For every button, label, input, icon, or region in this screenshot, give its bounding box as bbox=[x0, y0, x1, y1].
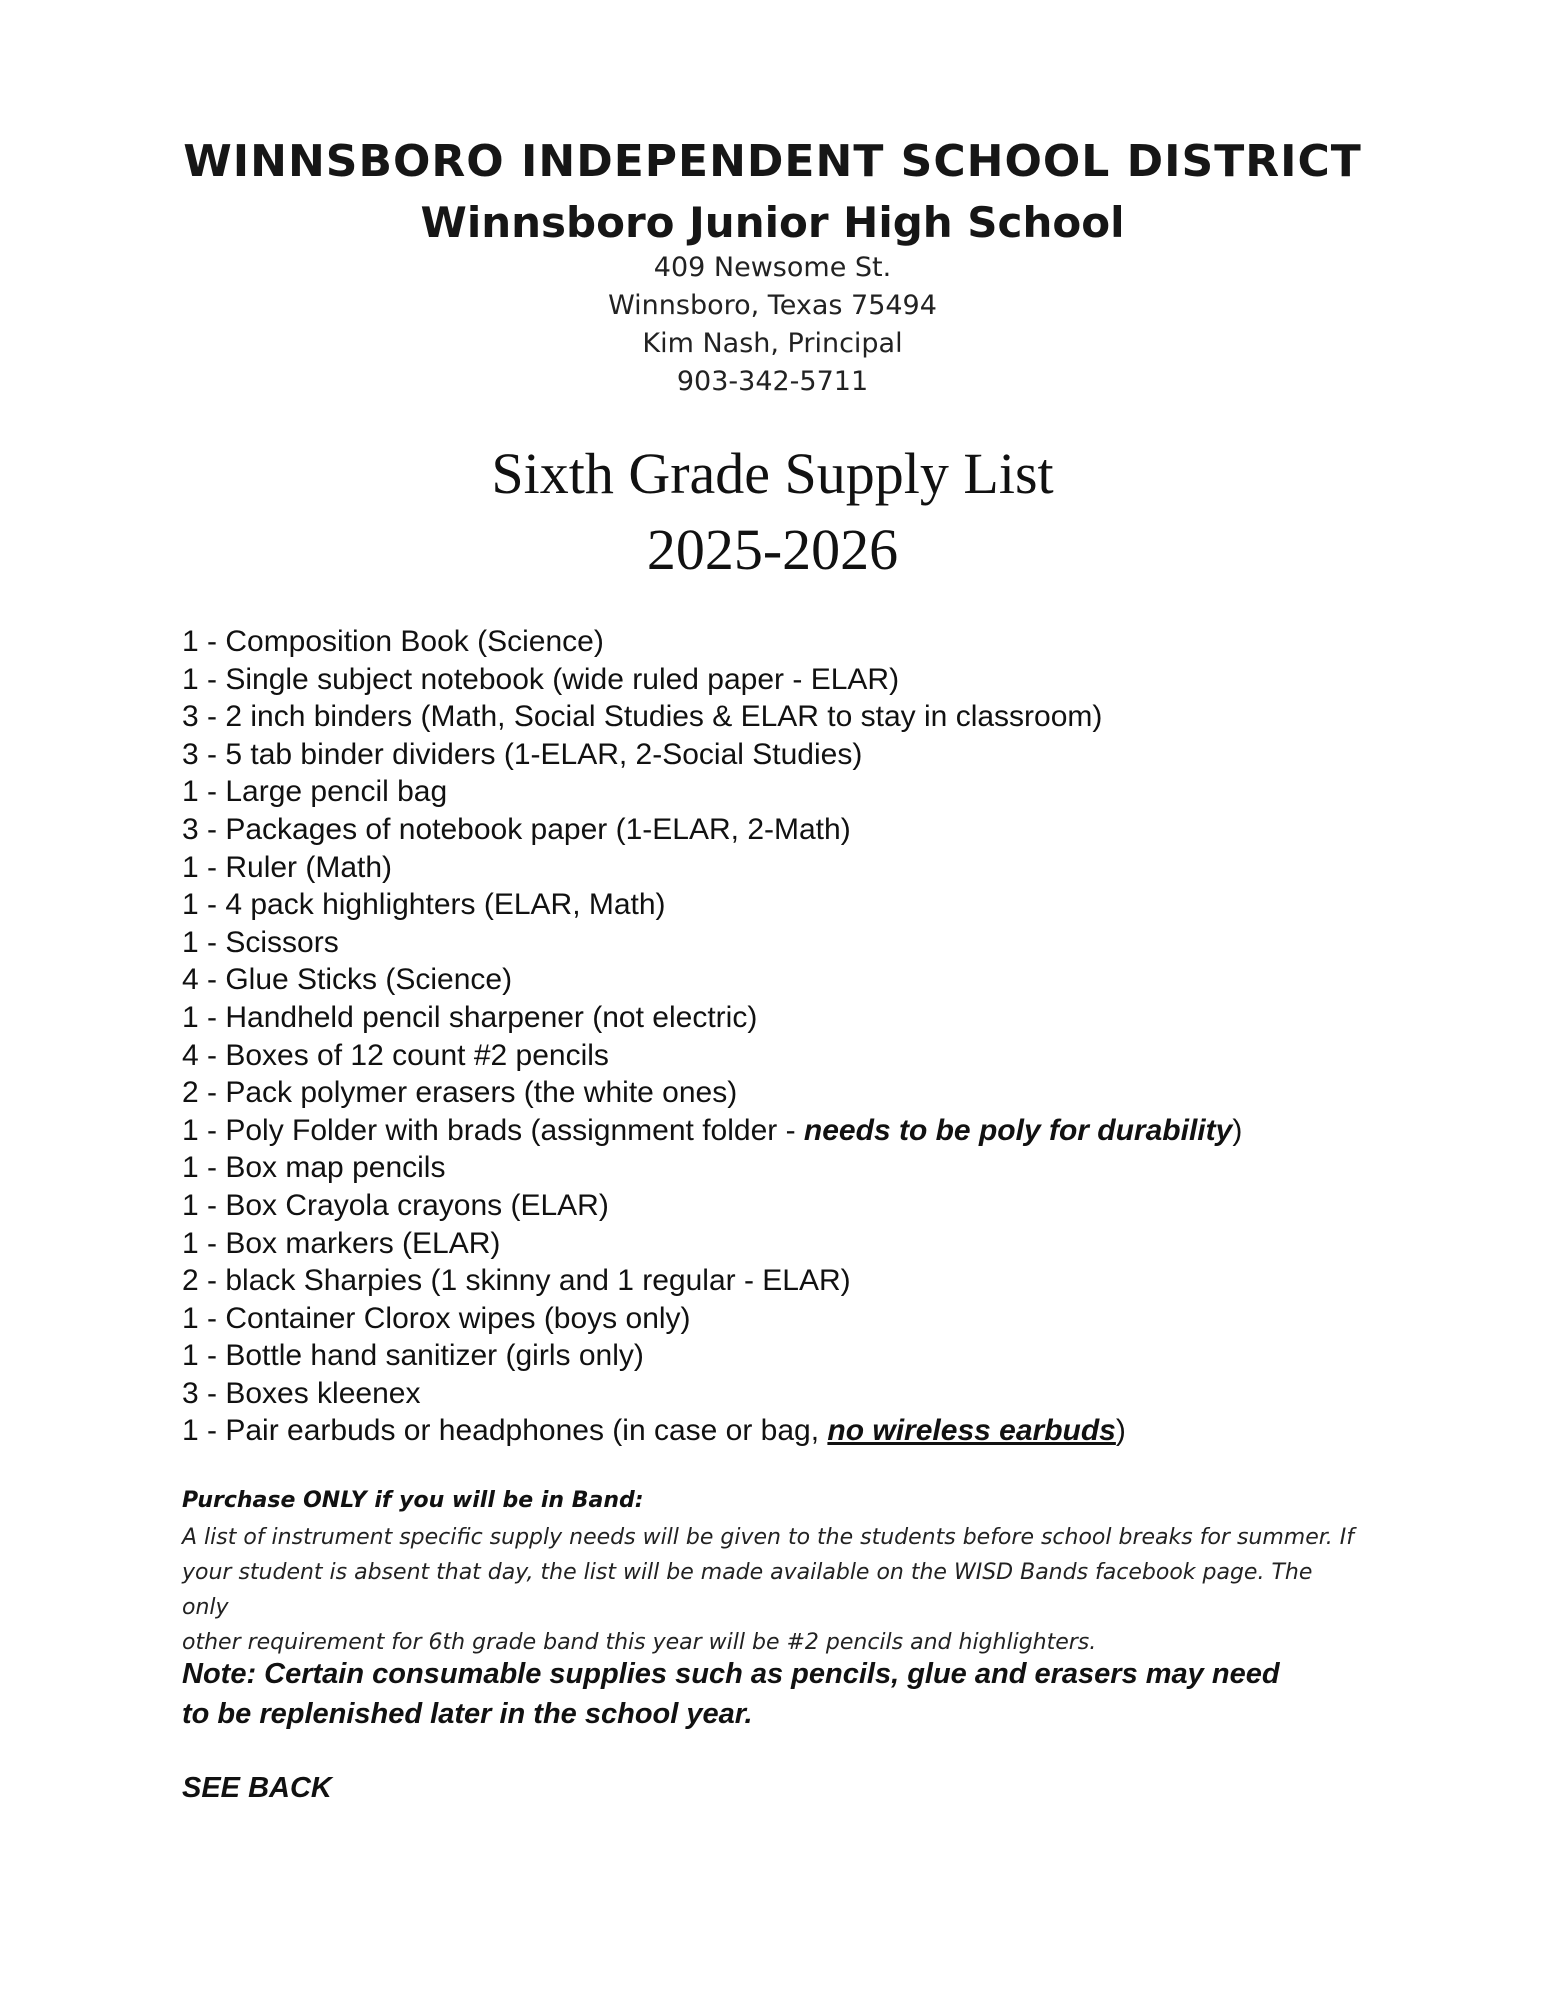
item-text: 1 - Box markers (ELAR) bbox=[182, 1226, 501, 1260]
list-item bbox=[182, 1337, 1242, 1375]
item-text: 3 - Packages of notebook paper (1-ELAR, 2-Math) bbox=[182, 812, 851, 846]
supply-items-list bbox=[182, 623, 1242, 1450]
item-text: 1 - Poly Folder with brads (assignment folder - bbox=[182, 1113, 804, 1147]
list-item bbox=[182, 1187, 1242, 1225]
item-text: 1 - Container Clorox wipes (boys only) bbox=[182, 1301, 691, 1335]
note-block bbox=[182, 1654, 1372, 1734]
item-text: 1 - Box map pencils bbox=[182, 1151, 446, 1185]
item-text: 1 - Single subject notebook (wide ruled paper - ELAR) bbox=[182, 662, 900, 696]
list-item bbox=[182, 736, 1242, 774]
item-text: 1 - Handheld pencil sharpener (not electric) bbox=[182, 1000, 758, 1034]
item-text: 3 - 5 tab binder dividers (1-ELAR, 2-Social Studies) bbox=[182, 737, 863, 771]
note-line-1: Note: Certain consumable supplies such as pencils, glue and erasers may need bbox=[182, 1658, 1280, 1690]
note-line-2: to be replenished later in the school year. bbox=[182, 1698, 753, 1730]
list-item bbox=[182, 1375, 1242, 1413]
list-item bbox=[182, 1300, 1242, 1338]
list-item bbox=[182, 661, 1242, 699]
item-text: 2 - Pack polymer erasers (the white ones) bbox=[182, 1076, 738, 1110]
list-item bbox=[182, 1037, 1242, 1075]
principal-name: Kim Nash, Principal bbox=[642, 328, 903, 359]
band-heading: Purchase ONLY if you will be in Band: bbox=[182, 1488, 644, 1513]
school-year: 2025-2026 bbox=[646, 517, 899, 582]
item-text: 3 - 2 inch binders (Math, Social Studies & ELAR to stay in classroom) bbox=[182, 700, 1103, 734]
list-item bbox=[182, 1412, 1242, 1450]
item-text-end: ) bbox=[1232, 1113, 1243, 1147]
phone-number: 903-342-5711 bbox=[676, 366, 869, 397]
item-text: 1 - Bottle hand sanitizer (girls only) bbox=[182, 1339, 644, 1373]
item-text: 1 - Pair earbuds or headphones (in case or bag, bbox=[182, 1414, 828, 1448]
list-item bbox=[182, 811, 1242, 849]
band-line-1: A list of instrument specific supply needs will be given to the students before school breaks for summer. If bbox=[182, 1525, 1355, 1550]
street-address: 409 Newsome St. bbox=[653, 252, 892, 283]
list-item bbox=[182, 1262, 1242, 1300]
list-item bbox=[182, 773, 1242, 811]
school-name: Winnsboro Junior High School bbox=[420, 198, 1125, 247]
city-state-zip: Winnsboro, Texas 75494 bbox=[608, 290, 937, 321]
item-text: 1 - 4 pack highlighters (ELAR, Math) bbox=[182, 888, 666, 922]
list-title: Sixth Grade Supply List bbox=[491, 441, 1054, 506]
list-item bbox=[182, 849, 1242, 887]
item-emphasis: needs to be poly for durability bbox=[803, 1113, 1233, 1147]
list-item bbox=[182, 1149, 1242, 1187]
district-name: WINNSBORO INDEPENDENT SCHOOL DISTRICT bbox=[183, 136, 1362, 187]
see-back-label: SEE BACK bbox=[182, 1772, 332, 1804]
list-item bbox=[182, 623, 1242, 661]
item-text: 1 - Box Crayola crayons (ELAR) bbox=[182, 1188, 609, 1222]
item-text: 1 - Composition Book (Science) bbox=[182, 625, 604, 658]
list-item bbox=[182, 1225, 1242, 1263]
list-item bbox=[182, 1074, 1242, 1112]
list-item bbox=[182, 886, 1242, 924]
item-text: 1 - Scissors bbox=[182, 925, 339, 959]
item-text: 4 - Glue Sticks (Science) bbox=[182, 963, 513, 997]
list-item bbox=[182, 698, 1242, 736]
item-text-end: ) bbox=[1115, 1414, 1126, 1448]
band-line-3: other requirement for 6th grade band this year will be #2 pencils and highlighters. bbox=[182, 1630, 1097, 1655]
list-item bbox=[182, 924, 1242, 962]
list-item bbox=[182, 999, 1242, 1037]
item-text: 2 - black Sharpies (1 skinny and 1 regular - ELAR) bbox=[182, 1264, 851, 1298]
item-text: 1 - Ruler (Math) bbox=[182, 850, 393, 884]
list-item bbox=[182, 1112, 1242, 1150]
item-text: 3 - Boxes kleenex bbox=[182, 1376, 421, 1410]
item-text: 1 - Large pencil bag bbox=[182, 775, 448, 809]
item-text: 4 - Boxes of 12 count #2 pencils bbox=[182, 1038, 609, 1072]
list-item bbox=[182, 961, 1242, 999]
band-line-2: your student is absent that day, the list will be made available on the WISD Bands facebook page. The only bbox=[182, 1560, 1313, 1620]
item-emphasis: no wireless earbuds bbox=[827, 1414, 1116, 1448]
band-instructions bbox=[182, 1520, 1362, 1660]
